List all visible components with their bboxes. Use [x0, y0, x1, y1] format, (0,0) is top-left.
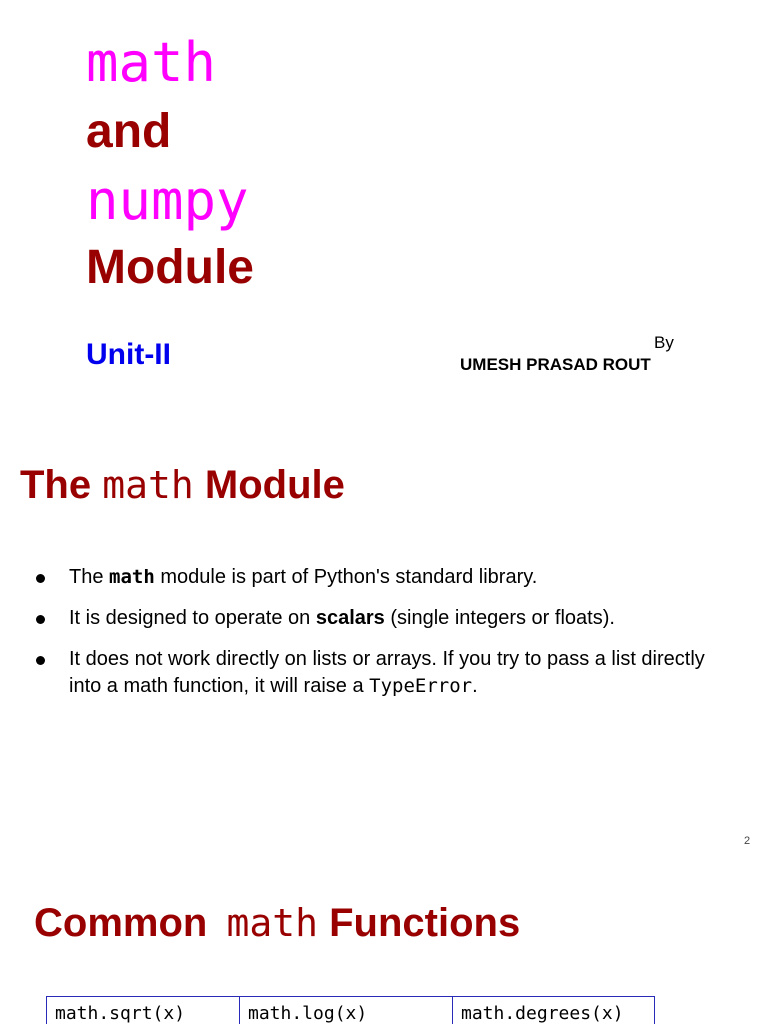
- bullet-code: TypeError: [369, 675, 473, 697]
- list-item: [36, 564, 736, 591]
- bullet-code: math: [109, 566, 155, 588]
- bullet-text: (single integers or floats).: [384, 607, 615, 629]
- slide3-heading-code: math: [226, 901, 318, 945]
- title-math: math: [86, 31, 217, 94]
- slide3-heading-post: Functions: [329, 901, 521, 945]
- title-numpy: numpy: [86, 169, 249, 232]
- bullet-bold: scalars: [315, 607, 385, 629]
- slide2-heading-pre: The: [20, 463, 92, 507]
- author-name: UMESH PRASAD ROUT: [460, 355, 651, 374]
- bullet-icon: [36, 615, 45, 624]
- table-row: [47, 997, 655, 1024]
- table-cell: math.degrees(x): [453, 997, 655, 1024]
- slide3-heading-pre: Common: [34, 901, 208, 945]
- bullet-text: module is part of Python's standard library.: [154, 566, 538, 588]
- bullet-list: [36, 564, 736, 714]
- bullet-text: It is designed to operate on: [69, 607, 316, 629]
- slide2-heading: [20, 465, 345, 505]
- slide2-heading-code: math: [102, 463, 194, 507]
- functions-table: [46, 996, 655, 1024]
- list-item: [36, 605, 736, 632]
- bullet-icon: [36, 656, 45, 665]
- bullet-text: .: [472, 675, 478, 697]
- slide3-heading: [34, 903, 520, 943]
- list-item: [36, 646, 736, 700]
- bullet-icon: [36, 574, 45, 583]
- by-label: By: [654, 333, 674, 352]
- table-cell: math.sqrt(x): [47, 997, 240, 1024]
- title-module: Module: [86, 241, 254, 294]
- bullet-text: The: [69, 566, 110, 588]
- table-cell: math.log(x): [240, 997, 453, 1024]
- unit-label: Unit-II: [86, 338, 171, 371]
- page-number: 2: [744, 835, 751, 847]
- slide2-heading-post: Module: [204, 463, 345, 507]
- bullet-text: It does not work directly on lists or arrays. If you try to pass a list directly into a math function, it will raise a: [69, 648, 705, 697]
- title-and: and: [86, 105, 172, 158]
